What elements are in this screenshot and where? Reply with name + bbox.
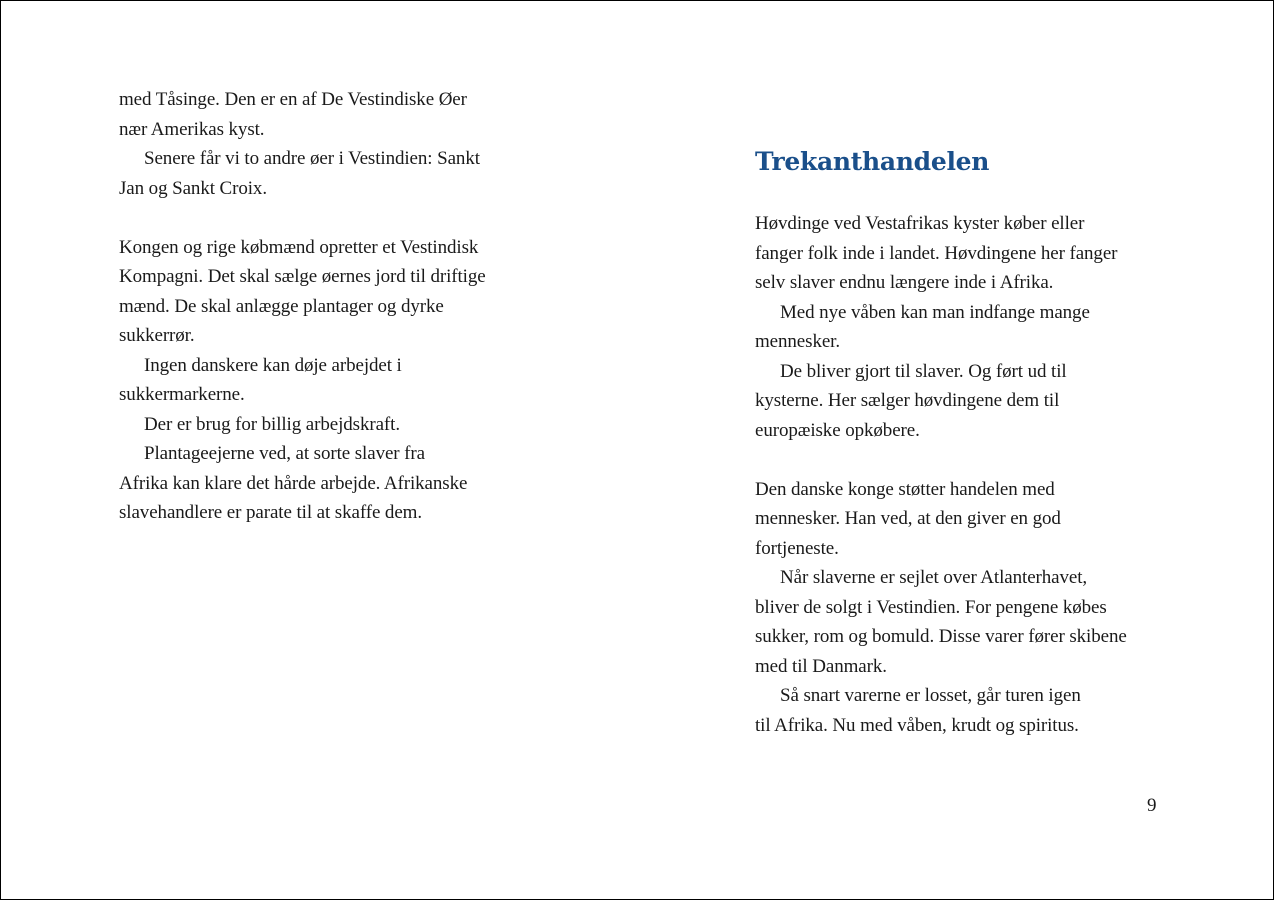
- text-line: Afrika kan klare det hårde arbejde. Afrikanske: [119, 472, 468, 494]
- text-line: Så snart varerne er losset, går turen igen: [780, 685, 1081, 706]
- text-line: De bliver gjort til slaver. Og ført ud til: [780, 360, 1067, 382]
- text-line: Kongen og rige købmænd opretter et Vestindisk: [119, 236, 479, 258]
- text-line: Med nye våben kan man indfange mange: [780, 301, 1090, 323]
- text-line: Høvdinge ved Vestafrikas kyster køber eller: [755, 213, 1085, 234]
- text-line: Der er brug for billig arbejdskraft.: [144, 413, 400, 435]
- text-line: Jan og Sankt Croix.: [119, 177, 267, 199]
- paragraph-gap: [119, 203, 539, 233]
- text-line: Senere får vi to andre øer i Vestindien: Sankt: [144, 148, 480, 169]
- text-line: Når slaverne er sejlet over Atlanterhavet,: [780, 567, 1088, 588]
- text-line: mænd. De skal anlægge plantager og dyrke: [119, 295, 444, 317]
- text-line: nær Amerikas kyst.: [119, 118, 265, 140]
- text-line: Den danske konge støtter handelen med: [755, 478, 1055, 500]
- paragraph-gap: [755, 445, 1175, 475]
- text-line: europæiske opkøbere.: [755, 419, 920, 441]
- text-line: slavehandlere er parate til at skaffe dem.: [119, 502, 422, 523]
- text-line: med Tåsinge. Den er en af De Vestindiske Øer: [119, 89, 467, 110]
- left-page: [119, 85, 539, 528]
- text-line: sukkermarkerne.: [119, 384, 245, 405]
- text-line: fanger folk inde i landet. Høvdingene her fanger: [755, 242, 1118, 264]
- text-line: sukker, rom og bomuld. Disse varer fører skibene: [755, 626, 1127, 647]
- text-line: til Afrika. Nu med våben, krudt og spiritus.: [755, 714, 1079, 736]
- text-line: mennesker.: [755, 331, 841, 352]
- text-line: Kompagni. Det skal sælge øernes jord til driftige: [119, 266, 486, 287]
- text-line: fortjeneste.: [755, 537, 839, 559]
- text-line: sukkerrør.: [119, 325, 195, 346]
- text-line: med til Danmark.: [755, 655, 887, 677]
- section-heading: Trekanthandelen: [755, 147, 990, 176]
- text-line: bliver de solgt i Vestindien. For pengene købes: [755, 596, 1107, 618]
- right-page: [755, 141, 1175, 740]
- text-line: Plantageejerne ved, at sorte slaver fra: [144, 443, 425, 464]
- page-number: 9: [1147, 795, 1157, 816]
- text-line: mennesker. Han ved, at den giver en god: [755, 508, 1061, 529]
- text-line: kysterne. Her sælger høvdingene dem til: [755, 390, 1060, 411]
- text-line: selv slaver endnu længere inde i Afrika.: [755, 272, 1054, 293]
- text-line: Ingen danskere kan døje arbejdet i: [144, 354, 402, 376]
